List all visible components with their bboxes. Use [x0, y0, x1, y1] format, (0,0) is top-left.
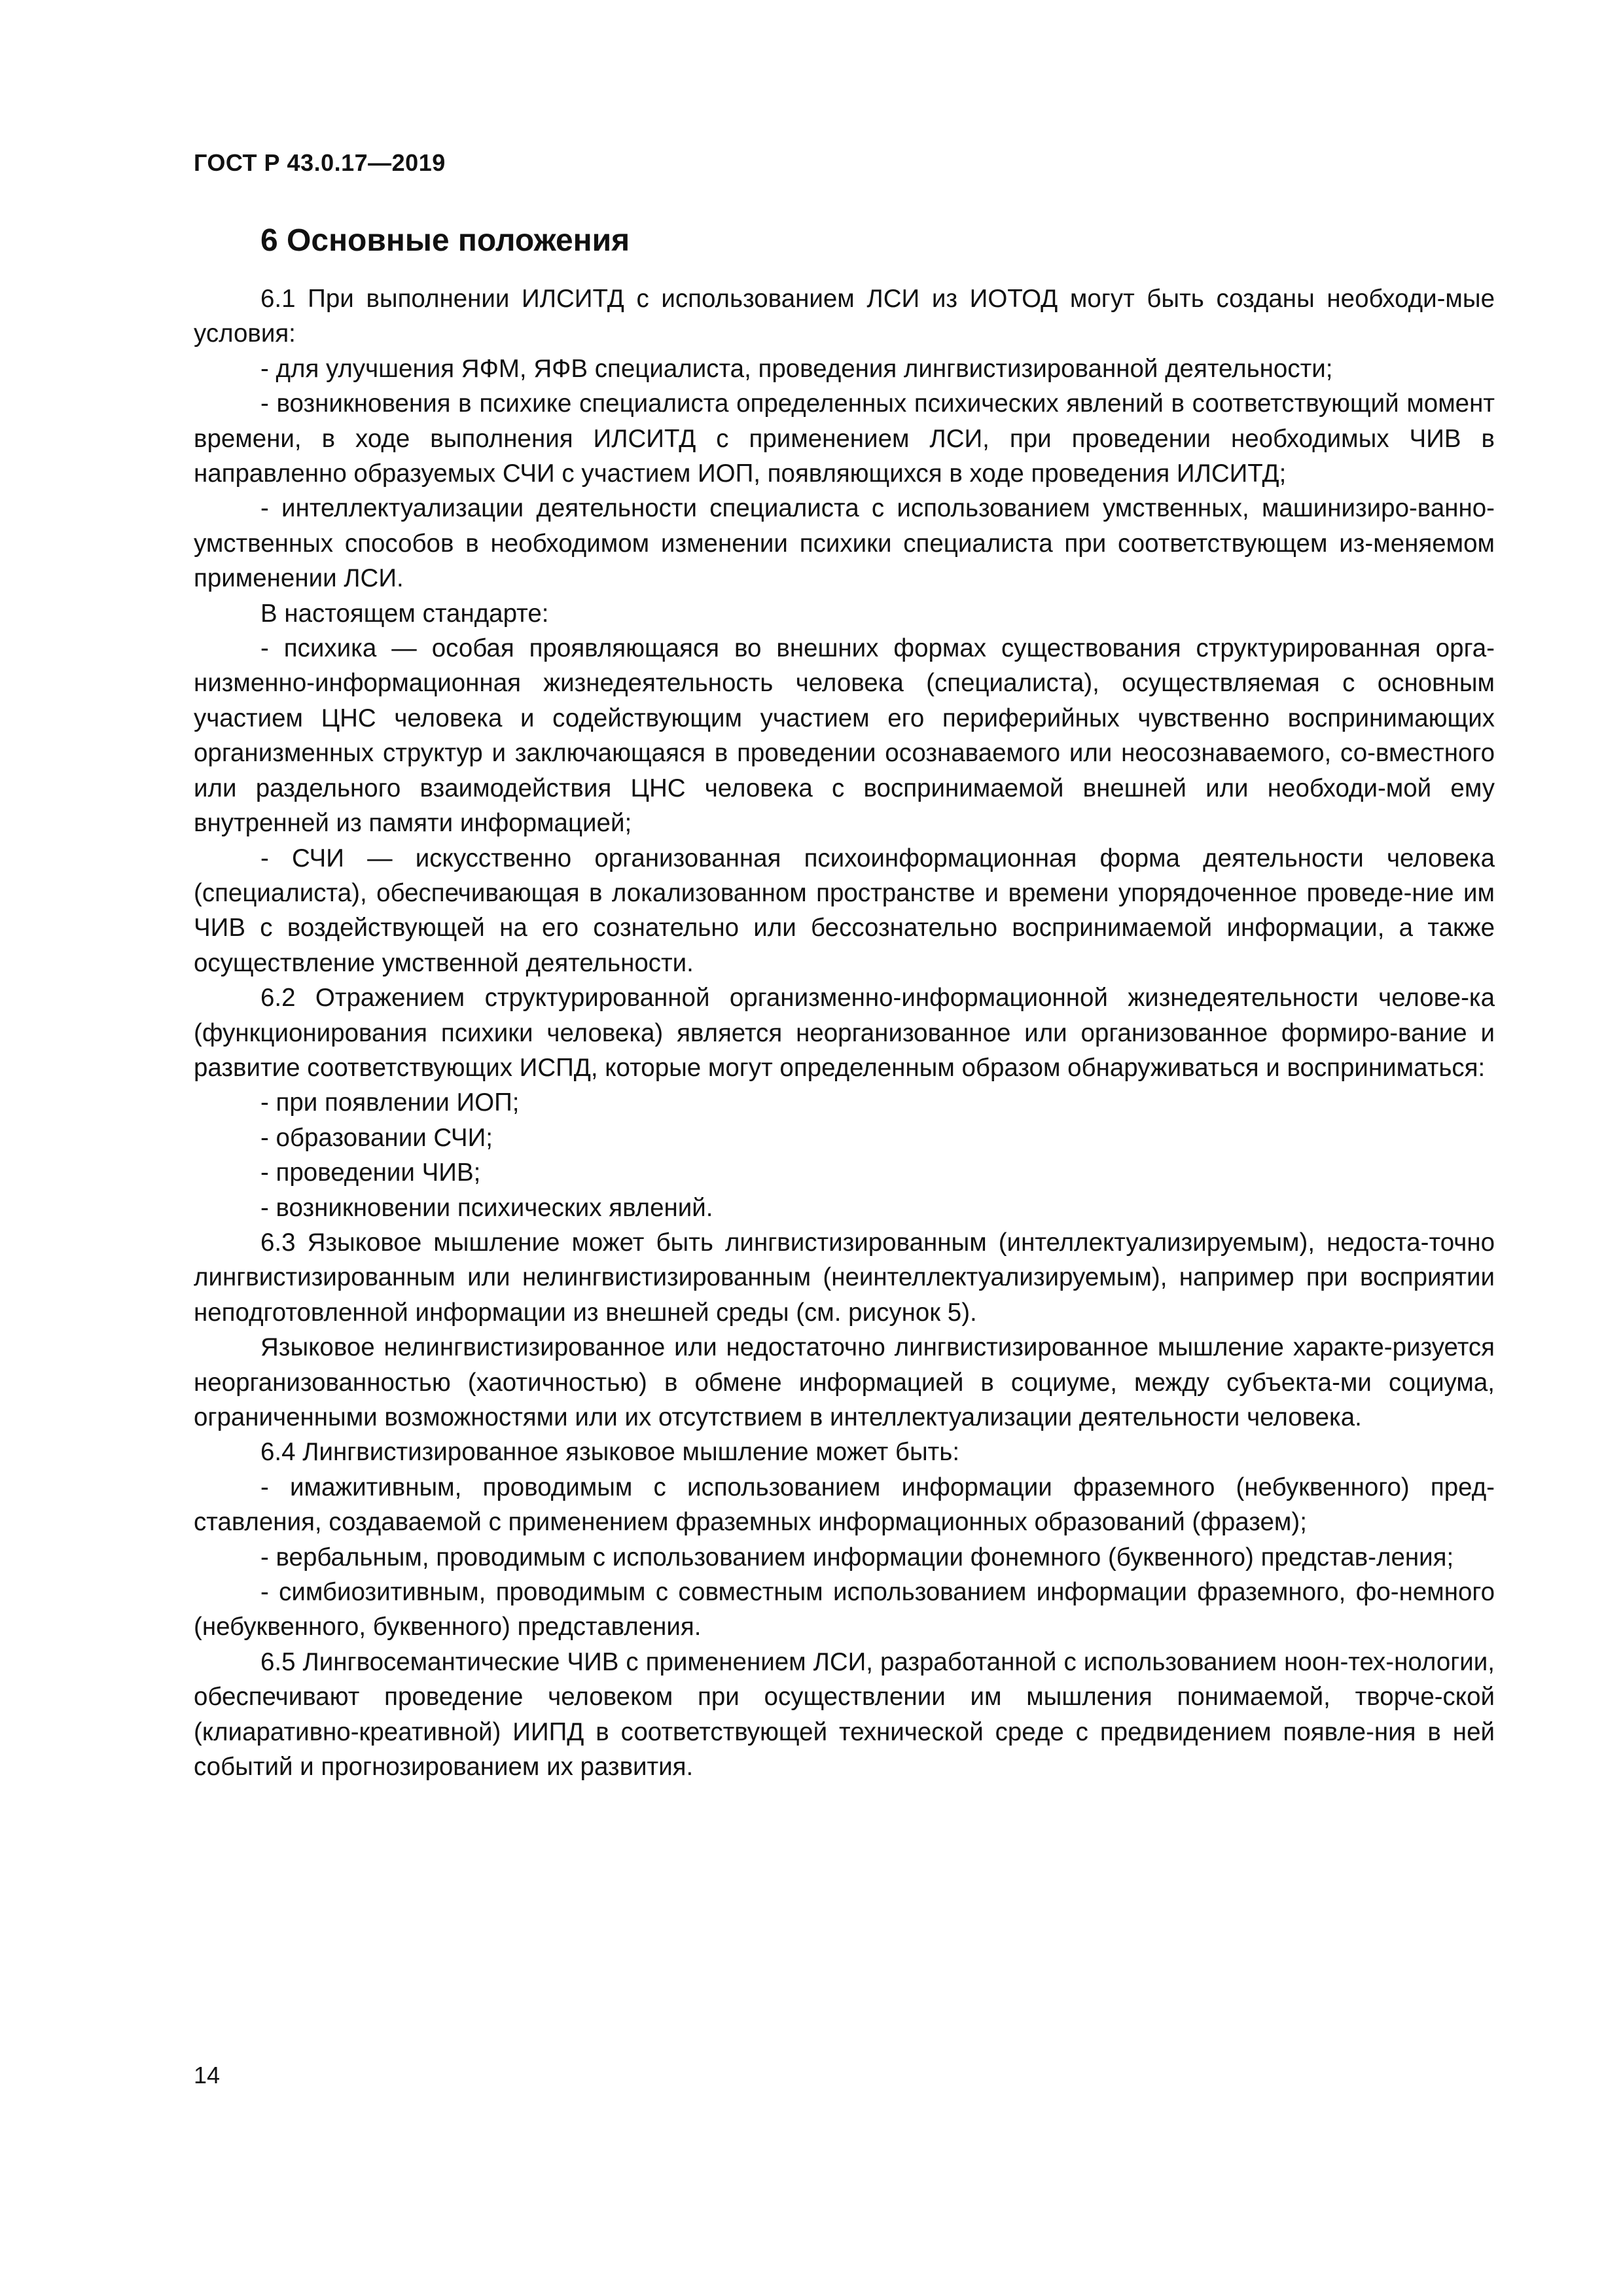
- page-number: 14: [194, 2062, 221, 2089]
- section-title: 6 Основные положения: [260, 223, 630, 258]
- list-item-yafm-yafv: - для улучшения ЯФМ, ЯФВ специалиста, проведения лингвистизированной деятельности;: [260, 354, 1333, 383]
- paragraph-6-4: 6.4 Лингвистизированное языковое мышление может быть:: [260, 1438, 960, 1467]
- list-item-symbiotic: - симбиозитивным, проводимым с совместным использованием информации фраземного, фо-немного (небуквенного, буквенного) представления.: [194, 1578, 1495, 1641]
- list-item-schi: - образовании СЧИ;: [260, 1123, 493, 1152]
- paragraph-6-1: 6.1 При выполнении ИЛСИТД с использованием ЛСИ из ИОТОД могут быть созданы необходи-мые условия:: [194, 285, 1495, 348]
- definition-schi: - СЧИ — искусственно организованная психоинформационная форма деятельности человека (специалиста), обеспечивающая в локализованном пространстве и времени упорядоченное проведе-ние им ЧИВ с воздействующей на его сознательно или бессознательно воспринимаемой информации, а также осуществление умственной деятельности.: [194, 844, 1495, 977]
- list-item-iop: - при появлении ИОП;: [260, 1088, 520, 1117]
- list-item-imaginative: - имажитивным, проводимым с использованием информации фраземного (небуквенного) пред-ставления, создаваемой с применением фраземных информационных образований (фразем);: [194, 1473, 1495, 1537]
- paragraph-6-5: 6.5 Лингвосемантические ЧИВ с применением ЛСИ, разработанной с использованием ноон-тех-нологии, обеспечивают проведение человеком при осуществлении им мышления понимаемой, творче-ской (клиаративно-креативной) ИИПД в соответствующей технической среде с предвидением появле-ния в ней событий и прогнозированием их развития.: [194, 1647, 1495, 1782]
- standard-code-header: ГОСТ Р 43.0.17—2019: [194, 149, 446, 176]
- section-body: [194, 281, 1495, 1784]
- list-item-psychic: - возникновении психических явлений.: [260, 1193, 713, 1222]
- list-item-psychic-phenomena: - возникновения в психике специалиста определенных психических явлений в соответствующий момент времени, в ходе выполнения ИЛСИТД с применением ЛСИ, при проведении необходимых ЧИВ в направленно образуемых СЧИ с участием ИОП, появляющихся в ходе проведения ИЛСИТД;: [194, 389, 1495, 488]
- paragraph-6-3: 6.3 Языковое мышление может быть лингвистизированным (интеллектуализируемым), недоста-точно лингвистизированным или нелингвистизированным (неинтеллектуализируемым), например при восприятии неподготовленной информации из внешней среды (см. рисунок 5).: [194, 1228, 1495, 1327]
- paragraph-6-2: 6.2 Отражением структурированной организменно-информационной жизнедеятельности челове-ка (функционирования психики человека) является неорганизованное или организованное формиро-вание и развитие соответствующих ИСПД, которые могут определенным образом обнаруживаться и восприниматься:: [194, 984, 1495, 1082]
- list-item-intellectualization: - интеллектуализации деятельности специалиста с использованием умственных, машинизиро-ванно-умственных способов в необходимом изменении психики специалиста при соответствующем из-меняемом применении ЛСИ.: [194, 494, 1495, 593]
- paragraph-nonlinguistic-thinking: Языковое нелингвистизированное или недостаточно лингвистизированное мышление характе-ризуется неорганизованностью (хаотичностью) в обмене информацией в социуме, между субъекта-ми социума, ограниченными возможностями или их отсутствием в интеллектуализации деятельности человека.: [194, 1333, 1495, 1431]
- definition-psyche: - психика — особая проявляющаяся во внешних формах существования структурированная орга-низменно-информационная жизнедеятельность человека (специалиста), осуществляемая с основным участием ЦНС человека и содействующим участием его периферийных чувственно воспринимающих организменных структур и заключающаяся в проведении осознаваемого или неосознаваемого, со-вместного или раздельного взаимодействия ЦНС человека с воспринимаемой внешней или необходи-мой ему внутренней из памяти информацией;: [194, 634, 1495, 838]
- list-item-chiv: - проведении ЧИВ;: [260, 1158, 481, 1187]
- list-item-verbal: - вербальным, проводимым с использованием информации фонемного (буквенного) представ-ления;: [260, 1543, 1454, 1571]
- definitions-intro: В настоящем стандарте:: [260, 599, 549, 628]
